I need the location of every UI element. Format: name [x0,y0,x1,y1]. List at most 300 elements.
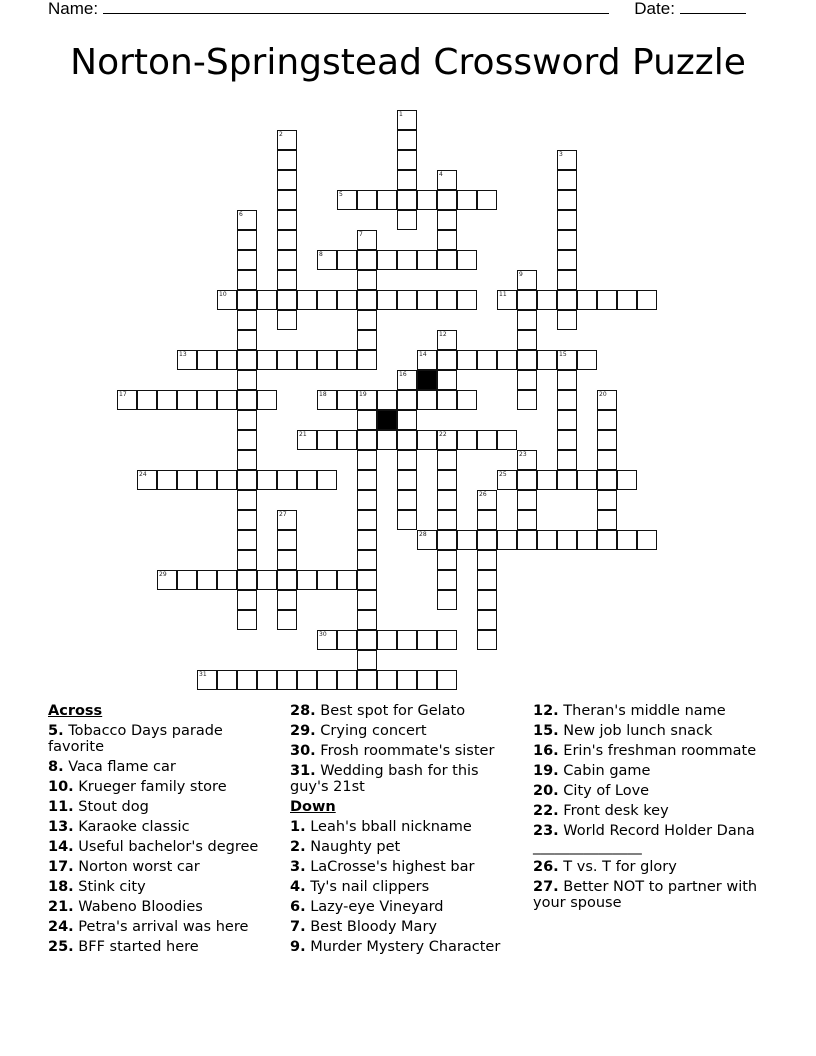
grid-cell[interactable] [557,410,577,430]
grid-cell[interactable] [317,630,337,650]
grid-cell[interactable] [477,510,497,530]
grid-cell[interactable] [337,670,357,690]
grid-cell[interactable] [457,350,477,370]
grid-cell[interactable] [257,570,277,590]
clue-text: Murder Mystery Character [305,939,501,955]
grid-cell[interactable] [217,390,237,410]
clues-column-3 [533,701,773,913]
grid-cell[interactable] [577,470,597,490]
grid-cell[interactable] [437,250,457,270]
name-label: Name: [48,0,99,18]
grid-cell[interactable] [437,510,457,530]
grid-cell[interactable] [277,190,297,210]
grid-cell[interactable] [217,290,237,310]
grid-cell[interactable] [277,610,297,630]
date-field[interactable] [680,0,746,14]
grid-cell[interactable] [297,350,317,370]
grid-cell[interactable] [357,670,377,690]
grid-cell[interactable] [357,630,377,650]
grid-cell[interactable] [277,170,297,190]
grid-cell[interactable] [237,290,257,310]
grid-cell[interactable] [557,430,577,450]
grid-cell[interactable] [237,590,257,610]
grid-cell[interactable] [597,530,617,550]
grid-cell[interactable] [397,390,417,410]
grid-cell[interactable] [177,350,197,370]
down-clue [533,701,773,721]
grid-cell[interactable] [397,110,417,130]
grid-cell[interactable] [237,410,257,430]
grid-cell[interactable] [357,450,377,470]
down-clue [533,741,773,761]
across-clue [290,761,520,797]
clue-text: Wabeno Bloodies [73,899,203,915]
grid-cell[interactable] [397,450,417,470]
grid-cell[interactable] [317,670,337,690]
grid-cell[interactable] [337,350,357,370]
grid-cell[interactable] [237,610,257,630]
grid-cell[interactable] [537,350,557,370]
grid-cell[interactable] [377,630,397,650]
grid-cell[interactable] [597,450,617,470]
clue-text: Cabin game [558,763,651,779]
grid-cell[interactable] [437,550,457,570]
grid-cell[interactable] [297,290,317,310]
grid-cell[interactable] [377,250,397,270]
grid-cell[interactable] [337,430,357,450]
grid-cell[interactable] [457,430,477,450]
grid-cell[interactable] [557,190,577,210]
grid-cell[interactable] [477,190,497,210]
grid-cell[interactable] [517,390,537,410]
grid-cell[interactable] [357,610,377,630]
across-clue [48,897,278,917]
grid-cell[interactable] [457,190,477,210]
grid-cell[interactable] [437,390,457,410]
grid-cell[interactable] [457,250,477,270]
grid-cell[interactable] [177,390,197,410]
grid-cell[interactable] [237,530,257,550]
grid-cell[interactable] [577,350,597,370]
grid-cell[interactable] [597,470,617,490]
grid-cell[interactable] [357,490,377,510]
clues-column-2 [290,701,520,957]
grid-cell[interactable] [377,290,397,310]
grid-cell[interactable] [497,350,517,370]
clue-number: 29 [159,571,167,578]
grid-cell[interactable] [157,390,177,410]
clue-text: Norton worst car [73,859,200,875]
grid-cell[interactable] [437,290,457,310]
grid-cell[interactable] [557,470,577,490]
clue-number: 30. [290,743,316,759]
grid-cell[interactable] [357,530,377,550]
grid-cell[interactable] [157,470,177,490]
grid-cell[interactable] [517,290,537,310]
grid-cell[interactable] [237,310,257,330]
grid-cell[interactable] [477,530,497,550]
grid-cell[interactable] [237,470,257,490]
grid-cell[interactable] [277,250,297,270]
grid-cell[interactable] [357,590,377,610]
grid-cell[interactable] [337,290,357,310]
grid-cell[interactable] [277,130,297,150]
across-clue [48,917,278,937]
grid-cell[interactable] [617,530,637,550]
grid-cell[interactable] [417,350,437,370]
grid-cell[interactable] [637,530,657,550]
grid-cell[interactable] [357,350,377,370]
grid-cell[interactable] [517,450,537,470]
grid-cell[interactable] [277,310,297,330]
grid-cell[interactable] [317,570,337,590]
clue-number: 24. [48,919,74,935]
grid-cell[interactable] [437,370,457,390]
grid-cell[interactable] [117,390,137,410]
grid-cell[interactable] [557,310,577,330]
grid-cell[interactable] [397,150,417,170]
clue-number: 27 [279,511,287,518]
grid-cell[interactable] [557,530,577,550]
grid-cell[interactable] [237,490,257,510]
grid-cell[interactable] [417,430,437,450]
grid-cell[interactable] [437,570,457,590]
grid-cell[interactable] [297,670,317,690]
grid-cell[interactable] [397,510,417,530]
grid-cell[interactable] [357,270,377,290]
grid-cell[interactable] [357,410,377,430]
grid-cell[interactable] [537,290,557,310]
grid-cell[interactable] [557,390,577,410]
grid-cell[interactable] [337,630,357,650]
clue-text: Leah's bball nickname [305,819,472,835]
grid-cell[interactable] [157,570,177,590]
grid-cell[interactable] [357,510,377,530]
grid-cell[interactable] [297,470,317,490]
grid-cell[interactable] [477,570,497,590]
grid-cell[interactable] [557,290,577,310]
grid-cell[interactable] [457,530,477,550]
grid-cell[interactable] [277,150,297,170]
grid-cell[interactable] [517,530,537,550]
grid-cell[interactable] [397,630,417,650]
grid-cell[interactable] [197,470,217,490]
clue-text: Naughty pet [305,839,401,855]
grid-cell[interactable] [477,610,497,630]
grid-cell[interactable] [357,570,377,590]
grid-cell[interactable] [497,530,517,550]
header-line [48,0,746,19]
name-field[interactable] [103,0,609,14]
grid-cell[interactable] [477,350,497,370]
clue-number: 24 [139,471,147,478]
grid-cell[interactable] [557,250,577,270]
grid-cell[interactable] [357,390,377,410]
grid-cell[interactable] [597,490,617,510]
down-clue [533,857,773,877]
grid-cell[interactable] [617,290,637,310]
grid-cell[interactable] [197,390,217,410]
grid-cell[interactable] [237,370,257,390]
clue-number: 22. [533,803,559,819]
clue-number: 11. [48,799,74,815]
grid-cell[interactable] [377,390,397,410]
across-clue [48,777,278,797]
grid-cell[interactable] [437,470,457,490]
grid-cell[interactable] [517,270,537,290]
grid-cell[interactable] [277,550,297,570]
grid-cell[interactable] [437,210,457,230]
grid-cell[interactable] [437,330,457,350]
grid-cell[interactable] [397,490,417,510]
grid-cell[interactable] [437,530,457,550]
grid-cell[interactable] [597,410,617,430]
grid-cell[interactable] [357,230,377,250]
grid-cell[interactable] [437,670,457,690]
grid-cell[interactable] [357,430,377,450]
grid-cell[interactable] [257,390,277,410]
grid-cell[interactable] [437,450,457,470]
grid-cell[interactable] [237,230,257,250]
grid-cell[interactable] [577,290,597,310]
grid-cell[interactable] [437,430,457,450]
grid-cell[interactable] [237,390,257,410]
grid-cell[interactable] [477,630,497,650]
clue-text: Frosh roommate's sister [315,743,495,759]
grid-cell[interactable] [437,170,457,190]
grid-cell[interactable] [397,290,417,310]
grid-cell[interactable] [397,670,417,690]
clue-number: 17 [119,391,127,398]
grid-cell[interactable] [177,470,197,490]
grid-cell[interactable] [237,510,257,530]
across-clue [290,741,520,761]
clue-number: 25 [499,471,507,478]
grid-cell[interactable] [337,390,357,410]
grid-cell[interactable] [497,290,517,310]
grid-cell[interactable] [557,370,577,390]
clue-number: 15 [559,351,567,358]
grid-cell[interactable] [237,570,257,590]
grid-cell[interactable] [217,350,237,370]
grid-cell[interactable] [277,230,297,250]
grid-cell[interactable] [277,570,297,590]
grid-cell[interactable] [277,670,297,690]
grid-cell[interactable] [317,250,337,270]
clue-number: 9 [519,271,523,278]
clue-number: 4. [290,879,306,895]
down-clue [290,877,520,897]
down-clue [290,837,520,857]
grid-cell[interactable] [317,350,337,370]
grid-cell[interactable] [317,290,337,310]
grid-cell[interactable] [277,510,297,530]
grid-cell[interactable] [577,530,597,550]
grid-cell[interactable] [457,390,477,410]
grid-cell[interactable] [237,350,257,370]
black-cell [417,370,437,390]
clue-text: Karaoke classic [73,819,190,835]
grid-cell[interactable] [257,670,277,690]
grid-cell[interactable] [617,470,637,490]
clue-number: 28 [419,531,427,538]
grid-cell[interactable] [217,470,237,490]
grid-cell[interactable] [337,190,357,210]
grid-cell[interactable] [437,230,457,250]
grid-cell[interactable] [437,630,457,650]
grid-cell[interactable] [457,290,477,310]
grid-cell[interactable] [557,270,577,290]
grid-cell[interactable] [397,210,417,230]
clue-number: 3 [559,151,563,158]
grid-cell[interactable] [397,470,417,490]
grid-cell[interactable] [637,290,657,310]
grid-cell[interactable] [277,290,297,310]
clue-text: World Record Holder Dana _______________ [533,823,755,855]
grid-cell[interactable] [557,230,577,250]
grid-cell[interactable] [377,430,397,450]
grid-cell[interactable] [217,570,237,590]
grid-cell[interactable] [417,290,437,310]
grid-cell[interactable] [517,510,537,530]
grid-cell[interactable] [557,350,577,370]
clue-text: Theran's middle name [558,703,726,719]
grid-cell[interactable] [237,210,257,230]
grid-cell[interactable] [537,470,557,490]
grid-cell[interactable] [357,190,377,210]
grid-cell[interactable] [197,570,217,590]
grid-cell[interactable] [257,470,277,490]
grid-cell[interactable] [237,670,257,690]
grid-cell[interactable] [417,670,437,690]
grid-cell[interactable] [237,430,257,450]
grid-cell[interactable] [197,350,217,370]
grid-cell[interactable] [557,450,577,470]
grid-cell[interactable] [517,330,537,350]
grid-cell[interactable] [357,650,377,670]
grid-cell[interactable] [497,430,517,450]
grid-cell[interactable] [397,370,417,390]
grid-cell[interactable] [517,490,537,510]
grid-cell[interactable] [557,210,577,230]
grid-cell[interactable] [237,250,257,270]
grid-cell[interactable] [397,410,417,430]
grid-cell[interactable] [537,530,557,550]
grid-cell[interactable] [357,310,377,330]
grid-cell[interactable] [277,590,297,610]
grid-cell[interactable] [357,550,377,570]
grid-cell[interactable] [437,350,457,370]
clue-text: Krueger family store [73,779,227,795]
grid-cell[interactable] [277,270,297,290]
grid-cell[interactable] [217,670,237,690]
grid-cell[interactable] [237,550,257,570]
grid-cell[interactable] [477,490,497,510]
grid-cell[interactable] [257,290,277,310]
grid-cell[interactable] [397,430,417,450]
clue-number: 8 [319,251,323,258]
grid-cell[interactable] [357,290,377,310]
grid-cell[interactable] [597,510,617,530]
grid-cell[interactable] [397,170,417,190]
grid-cell[interactable] [197,670,217,690]
grid-cell[interactable] [337,570,357,590]
grid-cell[interactable] [357,470,377,490]
grid-cell[interactable] [517,470,537,490]
clue-number: 21. [48,899,74,915]
grid-cell[interactable] [277,470,297,490]
clue-text: Front desk key [558,803,669,819]
grid-cell[interactable] [317,390,337,410]
grid-cell[interactable] [557,150,577,170]
grid-cell[interactable] [277,210,297,230]
grid-cell[interactable] [417,530,437,550]
grid-cell[interactable] [137,470,157,490]
grid-cell[interactable] [297,570,317,590]
grid-cell[interactable] [377,190,397,210]
grid-cell[interactable] [317,470,337,490]
grid-cell[interactable] [257,350,277,370]
grid-cell[interactable] [417,250,437,270]
grid-cell[interactable] [597,290,617,310]
clue-text: Best Bloody Mary [305,919,437,935]
grid-cell[interactable] [317,430,337,450]
grid-cell[interactable] [477,430,497,450]
grid-cell[interactable] [277,530,297,550]
grid-cell[interactable] [477,590,497,610]
grid-cell[interactable] [437,190,457,210]
grid-cell[interactable] [237,450,257,470]
grid-cell[interactable] [397,190,417,210]
clue-number: 8. [48,759,64,775]
grid-cell[interactable] [237,270,257,290]
grid-cell[interactable] [437,490,457,510]
grid-cell[interactable] [277,350,297,370]
grid-cell[interactable] [177,570,197,590]
across-clue [290,721,520,741]
grid-cell[interactable] [297,430,317,450]
clue-number: 17. [48,859,74,875]
clue-text: Best spot for Gelato [315,703,466,719]
grid-cell[interactable] [397,130,417,150]
clue-number: 23 [519,451,527,458]
grid-cell[interactable] [517,350,537,370]
clue-text: New job lunch snack [558,723,713,739]
grid-cell[interactable] [397,250,417,270]
grid-cell[interactable] [517,310,537,330]
grid-cell[interactable] [477,550,497,570]
grid-cell[interactable] [437,590,457,610]
down-heading: Down [290,799,336,815]
grid-cell[interactable] [237,330,257,350]
grid-cell[interactable] [377,670,397,690]
grid-cell[interactable] [137,390,157,410]
grid-cell[interactable] [517,370,537,390]
grid-cell[interactable] [497,470,517,490]
grid-cell[interactable] [417,630,437,650]
grid-cell[interactable] [417,390,437,410]
grid-cell[interactable] [337,250,357,270]
grid-cell[interactable] [357,330,377,350]
grid-cell[interactable] [557,170,577,190]
grid-cell[interactable] [357,250,377,270]
grid-cell[interactable] [597,390,617,410]
grid-cell[interactable] [597,430,617,450]
grid-cell[interactable] [417,190,437,210]
clue-text: Wedding bash for this guy's 21st [290,763,479,795]
clue-text: T vs. T for glory [558,859,677,875]
clue-text: Petra's arrival was here [73,919,249,935]
